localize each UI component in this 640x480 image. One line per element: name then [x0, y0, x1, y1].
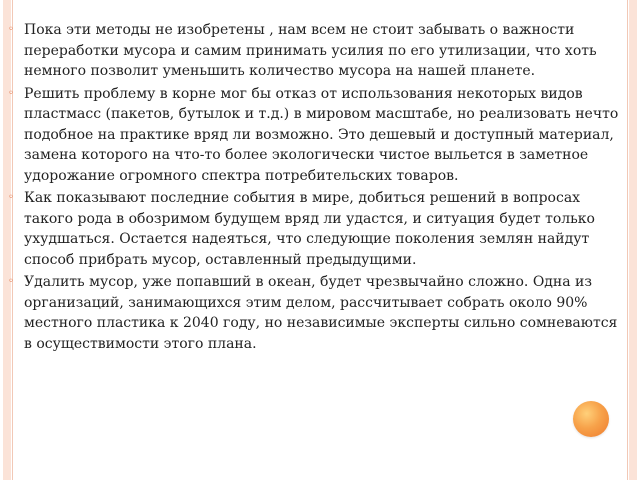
bullet-item-3	[8, 188, 626, 270]
bullet-list	[8, 20, 626, 354]
bullet-text: Решить проблему в корне мог бы отказ от использования некоторых видов пластмасс (пакетов, бутылок и т.д.) в мировом масштабе, но реализовать нечто подобное на практике вряд ли возможно. Это дешевый и доступный материал, замена которого на что-то более экологически чистое выльется в заметное удорожание огромного спектра потребительских товаров.	[24, 85, 619, 184]
bullet-text: Пока эти методы не изобретены , нам всем не стоит забывать о важности переработки мусора и самим принимать усилия по его утилизации, что хоть немного позволит уменьшить количество мусора на нашей планете.	[24, 22, 597, 79]
bullet-icon: ◦	[8, 192, 14, 203]
bullet-item-2	[8, 84, 626, 187]
bullet-item-1	[8, 20, 626, 82]
bullet-icon: ◦	[8, 276, 14, 287]
bullet-item-4	[8, 272, 626, 354]
bullet-text: Удалить мусор, уже попавший в океан, будет чрезвычайно сложно. Одна из организаций, занимающихся этим делом, рассчитывает собрать около 90% местного пластика к 2040 году, но независимые эксперты сильно сомневаются в осуществимости этого плана.	[24, 274, 618, 352]
right-border-line	[627, 0, 628, 480]
right-decorative-border	[629, 0, 637, 480]
slide-content	[8, 20, 626, 356]
bullet-icon: ◦	[8, 24, 14, 35]
bullet-icon: ◦	[8, 87, 14, 99]
decorative-orange-circle-icon	[573, 401, 609, 437]
bullet-text: Как показывают последние события в мире, добиться решений в вопросах такого рода в обозримом будущем вряд ли удастся, и ситуация будет только ухудшаться. Остается надеяться, что следующие поколения землян найдут способ прибрать мусор, оставленный предыдущими.	[24, 190, 595, 268]
